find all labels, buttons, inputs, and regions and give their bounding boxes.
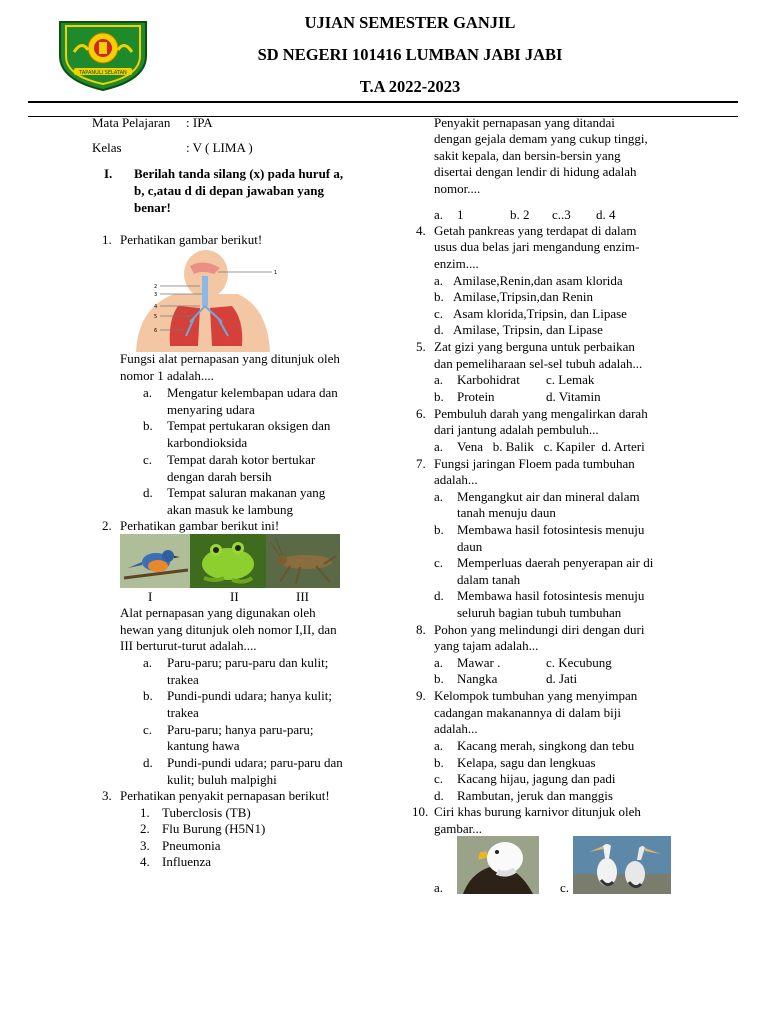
q6-number: 6. [416, 406, 426, 421]
q9-stem-3: adalah... [434, 721, 478, 736]
q7-opt-c-letter[interactable]: c. [434, 555, 444, 570]
q1-stem-2: nomor 1 adalah.... [120, 368, 214, 383]
q3-cont-3: sakit kepala, dan bersin-bersin yang [434, 148, 621, 163]
logo-text: TAPANULI SELATAN [79, 70, 127, 76]
q10-opt-c-letter[interactable]: c. [560, 880, 570, 895]
q9-opt-a-letter[interactable]: a. [434, 738, 444, 753]
section-instruction-2: b, c,atau d di depan jawaban yang [134, 183, 324, 198]
fig-label-3: 3 [154, 292, 158, 298]
q8-opt-c[interactable]: c. Kecubung [546, 655, 612, 670]
q6-stem-1: Pembuluh darah yang mengalirkan darah [434, 406, 648, 421]
q5-opt-d[interactable]: d. Vitamin [546, 389, 601, 404]
q5-number: 5. [416, 339, 426, 354]
q8-stem-2: yang tajam adalah... [434, 638, 539, 653]
q3-item-2-text: Flu Burung (H5N1) [162, 821, 266, 836]
q2-opt-b-text-2: trakea [167, 705, 199, 720]
school-name: SD NEGERI 101416 LUMBAN JABI JABI [257, 45, 563, 64]
fig-label-4: 4 [154, 304, 158, 310]
q3-cont-1: Penyakit pernapasan yang ditandai [434, 115, 615, 130]
q2-opt-b-text-1: Pundi-pundi udara; hanya kulit; [167, 688, 333, 703]
q2-opt-a-text-1: Paru-paru; paru-paru dan kulit; [167, 655, 329, 670]
q5-opt-c[interactable]: c. Lemak [546, 372, 595, 387]
q3-item-3-num: 3. [140, 838, 150, 853]
q10-stem-2: gambar... [434, 821, 483, 836]
q3-opt-b[interactable]: b. 2 [510, 207, 530, 222]
q4-opt-a-text: Amilase,Renin,dan asam klorida [453, 273, 623, 288]
q9-opt-a-text: Kacang merah, singkong dan tebu [457, 738, 635, 753]
q2-number: 2. [102, 518, 112, 533]
q3-text: Perhatikan penyakit pernapasan berikut! [120, 788, 330, 803]
q7-opt-a-text-1: Mengangkut air dan mineral dalam [457, 489, 640, 504]
q9-stem-1: Kelompok tumbuhan yang menyimpan [434, 688, 638, 703]
q7-opt-b-text-2: daun [457, 539, 483, 554]
q2-opt-d-text-2: kulit; buluh malpighi [167, 772, 277, 787]
q7-opt-b-letter[interactable]: b. [434, 522, 444, 537]
q7-opt-c-text-2: dalam tanah [457, 572, 521, 587]
animal-images [120, 534, 340, 588]
q4-opt-c-letter[interactable]: c. [434, 306, 444, 321]
q1-opt-b-text-1: Tempat pertukaran oksigen dan [167, 418, 331, 433]
q3-item-1-num: 1. [140, 805, 150, 820]
q3-item-2-num: 2. [140, 821, 150, 836]
q2-stem-2: hewan yang ditunjuk oleh nomor I,II, dan [120, 622, 337, 637]
q7-opt-d-text-1: Membawa hasil fotosintesis menuju [457, 588, 645, 603]
pelican-image[interactable] [573, 836, 671, 894]
exam-title: UJIAN SEMESTER GANJIL [304, 13, 516, 32]
q4-stem-1: Getah pankreas yang terdapat di dalam [434, 223, 637, 238]
subject-value: : IPA [186, 115, 213, 130]
q7-opt-c-text-1: Memperluas daerah penyerapan air di [457, 555, 654, 570]
q4-opt-b-letter[interactable]: b. [434, 289, 444, 304]
q5-stem-1: Zat gizi yang berguna untuk perbaikan [434, 339, 635, 354]
q1-opt-a-text-1: Mengatur kelembapan udara dan [167, 385, 338, 400]
q10-number: 10. [412, 804, 429, 819]
q7-opt-a-letter[interactable]: a. [434, 489, 444, 504]
q5-stem-2: dan pemeliharaan sel-sel tubuh adalah... [434, 356, 643, 371]
q4-stem-3: enzim.... [434, 256, 479, 271]
q7-stem-1: Fungsi jaringan Floem pada tumbuhan [434, 456, 635, 471]
q7-opt-d-text-2: seluruh bagian tubuh tumbuhan [457, 605, 622, 620]
q10-stem-1: Ciri khas burung karnivor ditunjuk oleh [434, 804, 641, 819]
q6-stem-2: dari jantung adalah pembuluh... [434, 422, 599, 437]
q3-opt-c[interactable]: c..3 [552, 207, 571, 222]
q9-opt-b-letter[interactable]: b. [434, 755, 444, 770]
section-number: I. [104, 166, 113, 181]
q5-opt-a-letter[interactable]: a. [434, 372, 444, 387]
q8-stem-1: Pohon yang melindungi diri dengan duri [434, 622, 645, 637]
animal-label-iii: III [296, 589, 309, 604]
q1-stem-1: Fungsi alat pernapasan yang ditunjuk oleh [120, 351, 340, 366]
q2-opt-d-text-1: Pundi-pundi udara; paru-paru dan [167, 755, 343, 770]
school-year: T.A 2022-2023 [359, 77, 461, 96]
q1-opt-b-text-2: karbondioksida [167, 435, 248, 450]
q2-opt-c-text-2: kantung hawa [167, 738, 240, 753]
q3-cont-2: dengan gejala demam yang cukup tinggi, [434, 131, 648, 146]
q7-opt-b-text-1: Membawa hasil fotosintesis menuju [457, 522, 645, 537]
q3-opt-a-value: 1 [457, 207, 464, 222]
fig-label-2: 2 [154, 284, 158, 290]
q9-opt-d-text: Rambutan, jeruk dan manggis [457, 788, 613, 803]
q4-number: 4. [416, 223, 426, 238]
q7-opt-a-text-2: tanah menuju daun [457, 505, 556, 520]
q3-item-3-text: Pneumonia [162, 838, 221, 853]
class-label: Kelas [92, 140, 122, 155]
q2-opt-a-text-2: trakea [167, 672, 199, 687]
animal-label-ii: II [230, 589, 239, 604]
q9-opt-c-letter[interactable]: c. [434, 771, 444, 786]
school-logo [52, 16, 154, 92]
eagle-image[interactable] [457, 836, 539, 894]
q1-opt-d-text-1: Tempat saluran makanan yang [167, 485, 326, 500]
q8-opt-a-text: Mawar . [457, 655, 501, 670]
animal-label-i: I [148, 589, 153, 604]
q8-opt-b-text: Nangka [457, 671, 498, 686]
q4-opt-c-text: Asam klorida,Tripsin, dan Lipase [453, 306, 627, 321]
q9-stem-2: cadangan makanannya di dalam biji [434, 705, 621, 720]
section-instruction-1: Berilah tanda silang (x) pada huruf a, [134, 166, 344, 181]
q6-opt-a-letter[interactable]: a. [434, 439, 444, 454]
q3-item-1-text: Tuberclosis (TB) [162, 805, 251, 820]
q4-opt-d-text: Amilase, Tripsin, dan Lipase [453, 322, 603, 337]
q2-opt-a-letter[interactable]: a. [143, 655, 153, 670]
q1-opt-a-text-2: menyaring udara [167, 402, 255, 417]
q4-opt-a-letter[interactable]: a. [434, 273, 444, 288]
fig-label-1: 1 [274, 270, 278, 276]
q3-cont-4: disertai dengan lendir di hidung adalah [434, 164, 637, 179]
header-divider [28, 101, 738, 103]
q2-text: Perhatikan gambar berikut ini! [120, 518, 280, 533]
q9-opt-c-text: Kacang hijau, jagung dan padi [457, 771, 616, 786]
q8-opt-b-letter[interactable]: b. [434, 671, 444, 686]
q9-opt-d-letter[interactable]: d. [434, 788, 444, 803]
q8-opt-d[interactable]: d. Jati [546, 671, 578, 686]
fig-label-6: 6 [154, 328, 158, 334]
q9-number: 9. [416, 688, 426, 703]
q1-number: 1. [102, 232, 112, 247]
fig-label-5: 5 [154, 314, 158, 320]
q3-opt-a[interactable]: a. [434, 207, 444, 222]
q1-opt-c-letter[interactable]: c. [143, 452, 153, 467]
q2-opt-c-letter[interactable]: c. [143, 722, 153, 737]
q3-item-4-num: 4. [140, 854, 150, 869]
q4-opt-b-text: Amilase,Tripsin,dan Renin [453, 289, 593, 304]
q5-opt-b-letter[interactable]: b. [434, 389, 444, 404]
q7-stem-2: adalah... [434, 472, 478, 487]
q1-opt-d-letter[interactable]: d. [143, 485, 153, 500]
q6-options[interactable]: Vena b. Balik c. Kapiler d. Arteri [457, 439, 645, 454]
q1-opt-a-letter[interactable]: a. [143, 385, 153, 400]
respiratory-system-image [134, 250, 280, 352]
q4-stem-2: usus dua belas jari mengandung enzim- [434, 239, 640, 254]
q3-cont-5: nomor.... [434, 181, 481, 196]
q1-opt-d-text-2: akan masuk ke lambung [167, 502, 293, 517]
q1-text: Perhatikan gambar berikut! [120, 232, 263, 247]
q1-opt-c-text-1: Tempat darah kotor bertukar [167, 452, 316, 467]
q8-number: 8. [416, 622, 426, 637]
q2-opt-d-letter[interactable]: d. [143, 755, 153, 770]
q7-opt-d-letter[interactable]: d. [434, 588, 444, 603]
q7-number: 7. [416, 456, 426, 471]
q2-opt-b-letter[interactable]: b. [143, 688, 153, 703]
q4-opt-d-letter[interactable]: d. [434, 322, 444, 337]
q1-opt-b-letter[interactable]: b. [143, 418, 153, 433]
class-value: : V ( LIMA ) [186, 140, 253, 155]
q2-stem-3: III berturut-turut adalah.... [120, 638, 257, 653]
section-instruction-3: benar! [134, 200, 171, 215]
q10-opt-a-letter[interactable]: a. [434, 880, 444, 895]
q2-stem-1: Alat pernapasan yang digunakan oleh [120, 605, 316, 620]
q3-opt-d[interactable]: d. 4 [596, 207, 616, 222]
q5-opt-a-text: Karbohidrat [457, 372, 520, 387]
subject-label: Mata Pelajaran [92, 115, 171, 130]
q5-opt-b-text: Protein [457, 389, 495, 404]
q9-opt-b-text: Kelapa, sagu dan lengkuas [457, 755, 596, 770]
q2-opt-c-text-1: Paru-paru; hanya paru-paru; [167, 722, 314, 737]
q3-item-4-text: Influenza [162, 854, 212, 869]
q3-number: 3. [102, 788, 112, 803]
q8-opt-a-letter[interactable]: a. [434, 655, 444, 670]
q1-opt-c-text-2: dengan darah bersih [167, 469, 272, 484]
